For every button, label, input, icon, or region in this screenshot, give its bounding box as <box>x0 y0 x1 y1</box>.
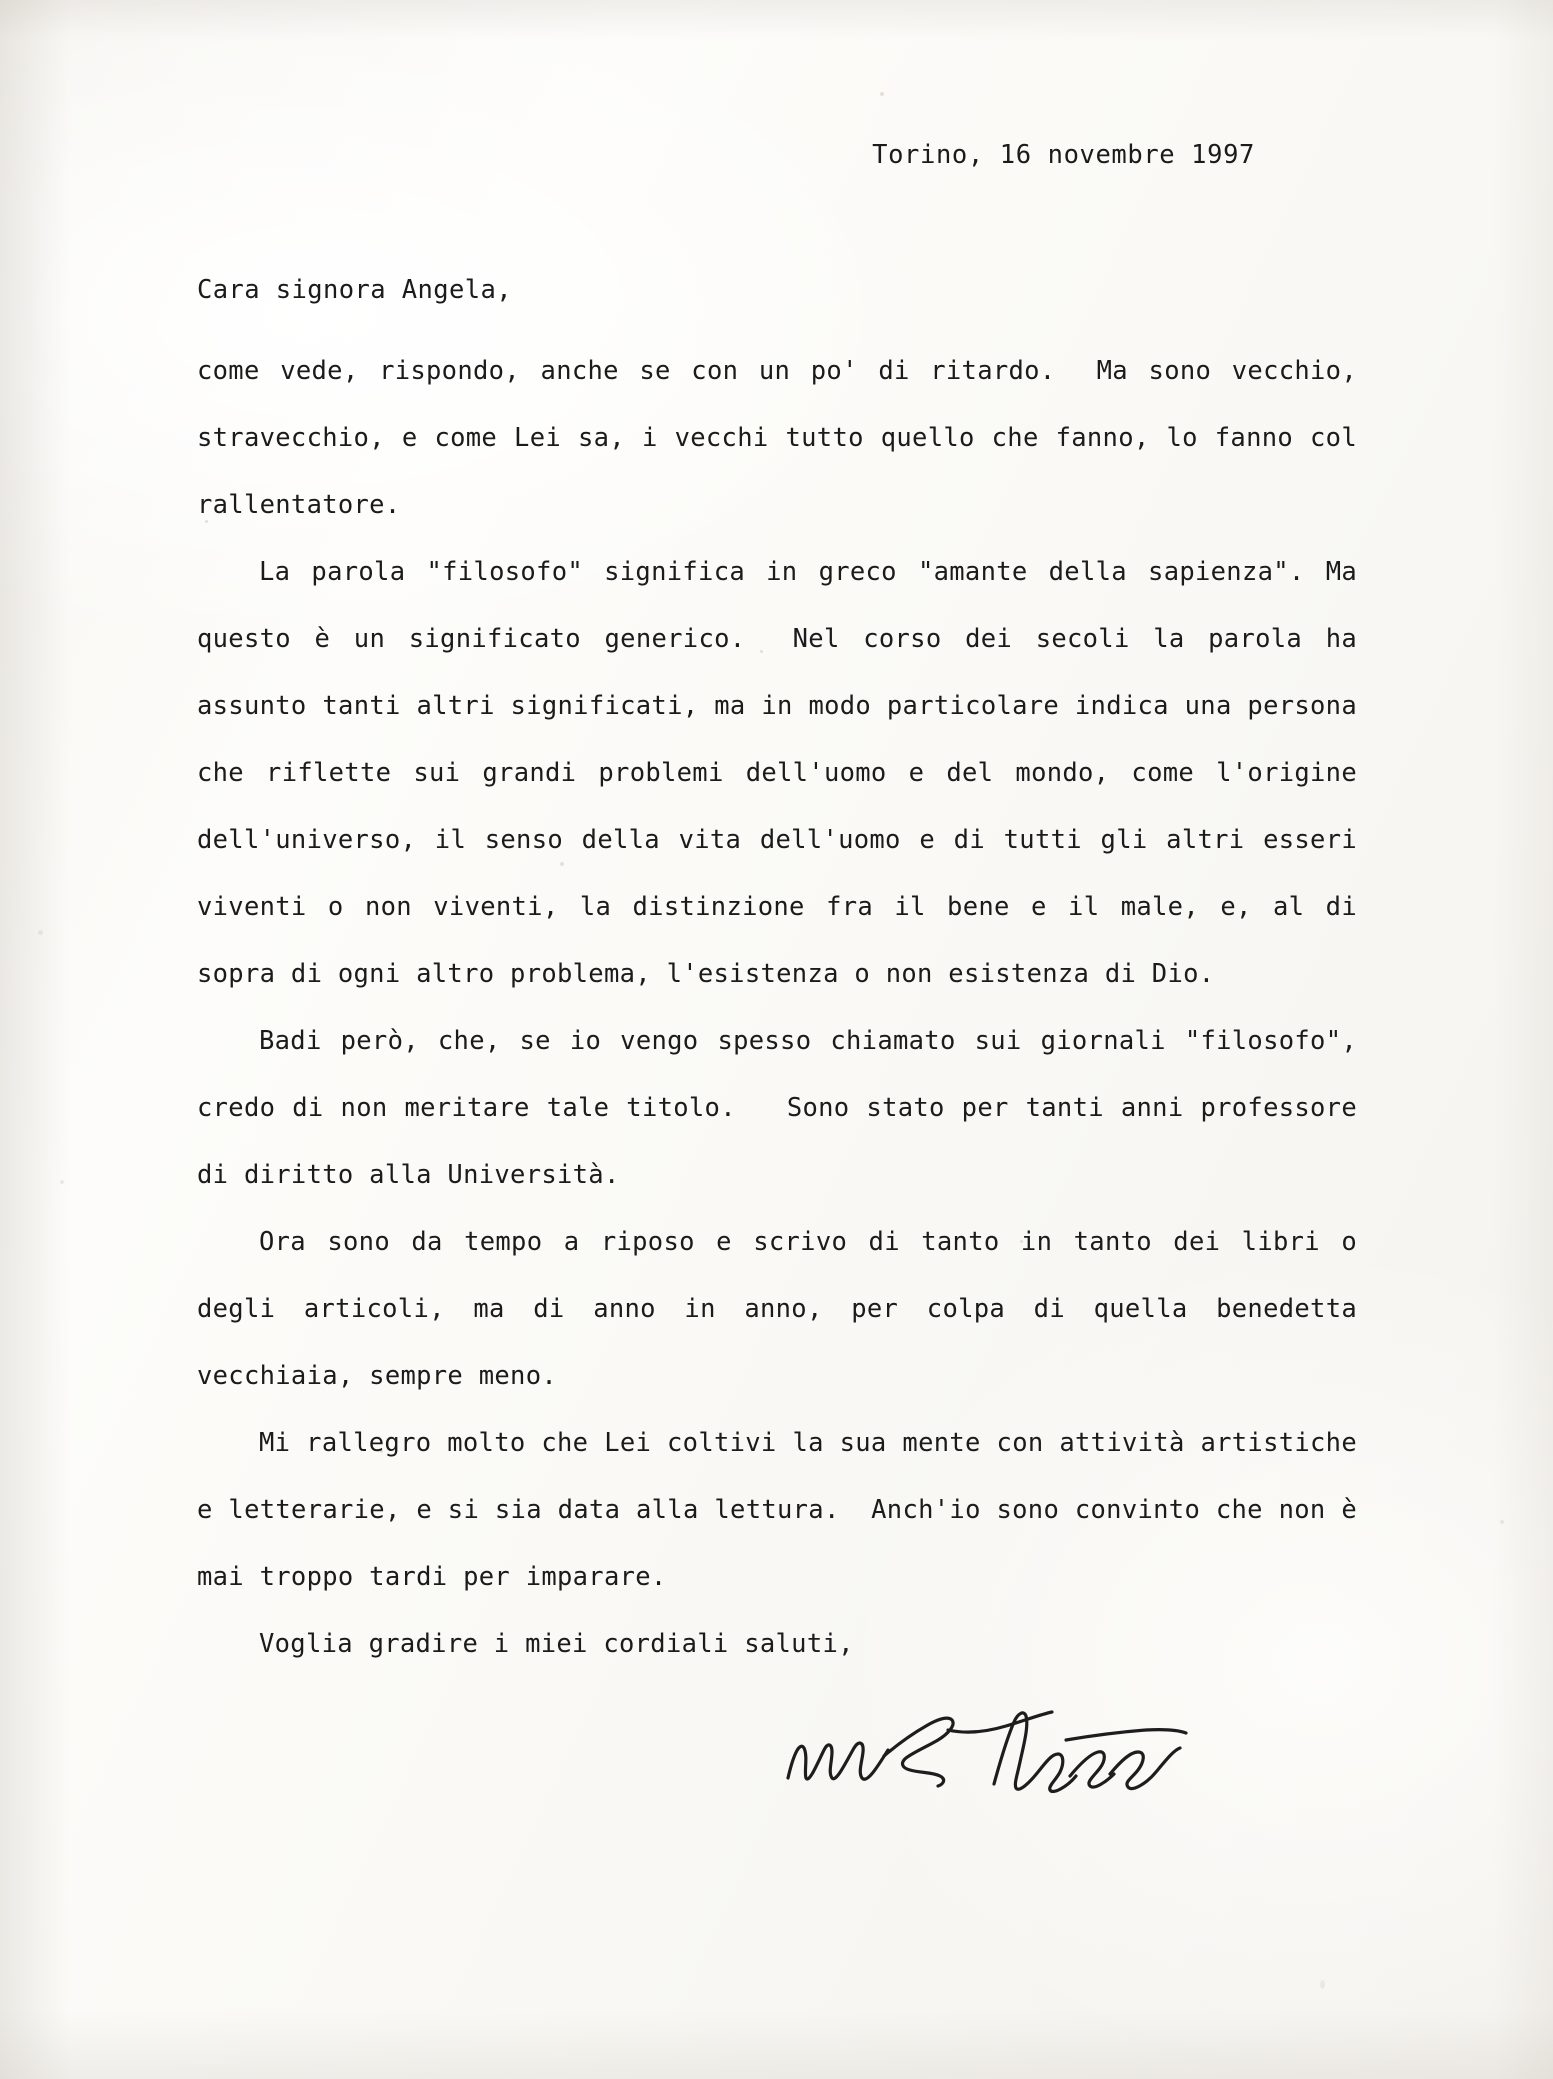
paragraph-3: Badi però, che, se io vengo spesso chiamato sui giornali "filosofo", credo di non meritare tale titolo. Sono stato per tanti anni professore di diritto alla Università. <box>197 1026 1373 1190</box>
paragraph-4: Ora sono da tempo a riposo e scrivo di tanto in tanto dei libri o degli articoli, ma di anno in anno, per colpa di quella benedetta vecchiaia, sempre meno. <box>197 1227 1373 1391</box>
date-line: Torino, 16 novembre 1997 <box>872 140 1255 170</box>
paragraph-2: La parola "filosofo" significa in greco "amante della sapienza". Ma questo è un significato generico. Nel corso dei secoli la parola ha assunto tanti altri significati, ma in modo particolare indica una persona che riflette sui grandi problemi dell'uomo e del mondo, come l'origine dell'universo, il senso della vita dell'uomo e di tutti gli altri esseri viventi o non viventi, la distinzione fra il bene e il male, e, al di sopra di ogni altro problema, l'esistenza o non esistenza di Dio. <box>197 557 1373 989</box>
letter-body <box>197 275 1397 1678</box>
paragraph-1: come vede, rispondo, anche se con un po' di ritardo. Ma sono vecchio, stravecchio, e come Lei sa, i vecchi tutto quello che fanno, lo fanno col rallentatore. <box>197 356 1373 520</box>
salutation: Cara signora Angela, <box>197 275 513 305</box>
paragraph-5: Mi rallegro molto che Lei coltivi la sua mente con attività artistiche e letterarie, e si sia data alla lettura. Anch'io sono convinto che non è mai troppo tardi per imparare. <box>197 1428 1373 1592</box>
closing-line: Voglia gradire i miei cordiali saluti, <box>259 1629 854 1659</box>
signature-mark <box>780 1700 1200 1820</box>
